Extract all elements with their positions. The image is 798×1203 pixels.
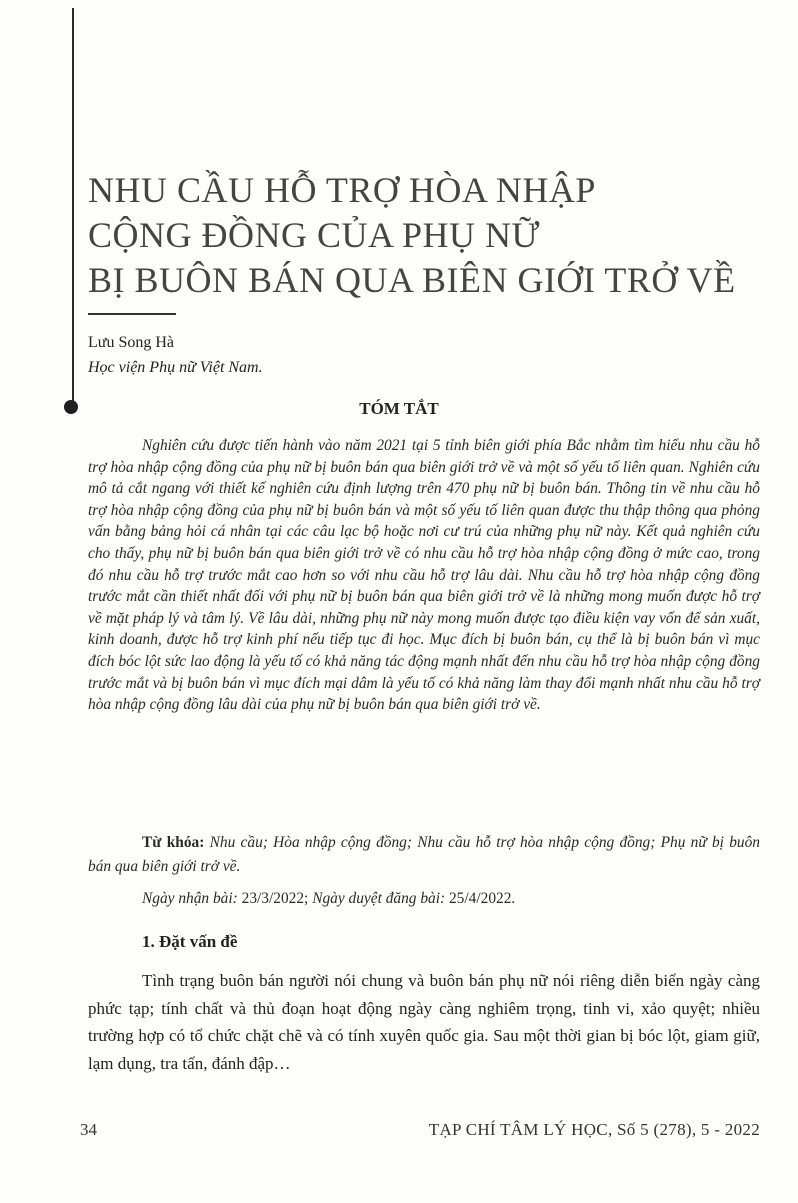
margin-vertical-rule [72, 8, 74, 406]
body-paragraph: Tình trạng buôn bán người nói chung và buôn bán phụ nữ nói riêng diễn biến ngày càng phức tạp; tính chất và thủ đoạn hoạt động ngày càng nghiêm trọng, tinh vi, xảo quyệt; nhiều trường hợp có tổ chức chặt chẽ và có tính xuyên quốc gia. Sau một thời gian bị bóc lột, giam giữ, lạm dụng, tra tấn, đánh đập… [88, 971, 760, 1073]
keywords-block [88, 831, 760, 879]
title-line: CỘNG ĐỒNG CỦA PHỤ NỮ [88, 215, 540, 255]
article-dates [142, 890, 515, 908]
author-affiliation: Học viện Phụ nữ Việt Nam. [88, 359, 263, 376]
keywords-text: Nhu cầu; Hòa nhập cộng đồng; Nhu cầu hỗ trợ hòa nhập cộng đồng; Phụ nữ bị buôn bán qua biên giới trở về. [88, 834, 760, 875]
abstract-text: Nghiên cứu được tiến hành vào năm 2021 tại 5 tỉnh biên giới phía Bắc nhằm tìm hiểu nhu cầu hỗ trợ hòa nhập cộng đồng của phụ nữ bị buôn bán qua biên giới trở về và một số yếu tố liên quan. Nghiên cứu mô tả cắt ngang với thiết kế nghiên cứu định lượng trên 470 phụ nữ bị buôn bán. Thông tin về nhu cầu hỗ trợ hòa nhập cộng đồng của phụ nữ bị buôn bán và một số yếu tố liên quan được thu thập thông qua phỏng vấn bằng bảng hỏi cá nhân tại các câu lạc bộ hoặc nơi cư trú của những phụ nữ này. Kết quả nghiên cứu cho thấy, phụ nữ bị buôn bán qua biên giới trở về có nhu cầu hỗ trợ hòa nhập cộng đồng ở mức cao, trong đó nhu cầu hỗ trợ trước mắt cao hơn so với nhu cầu hỗ trợ lâu dài. Nhu cầu hỗ trợ hòa nhập cộng đồng trước mắt cần thiết nhất đối với phụ nữ bị buôn bán qua biên giới trở về là những mong muốn được hỗ trợ về mặt pháp lý và tâm lý. Về lâu dài, những phụ nữ này mong muốn được tạo điều kiện vay vốn để sản xuất, kinh doanh, được hỗ trợ kinh phí nếu tiếp tục đi học. Mục đích bị buôn bán, cụ thể là bị buôn bán vì mục đích bóc lột sức lao động là yếu tố có khả năng tác động mạnh nhất đến nhu cầu hỗ trợ hòa nhập cộng đồng trước mắt và bị buôn bán vì mục đích mại dâm là yếu tố có khả năng làm thay đổi mạnh nhất nhu cầu hỗ trợ hòa nhập cộng đồng lâu dài của phụ nữ bị buôn bán qua biên giới trở về. [88, 437, 760, 714]
title-line: NHU CẦU HỖ TRỢ HÒA NHẬP [88, 170, 596, 210]
accepted-label: Ngày duyệt đăng bài: [312, 890, 446, 907]
journal-footer: TẠP CHÍ TÂM LÝ HỌC, Số 5 (278), 5 - 2022 [428, 1120, 760, 1139]
title-underline-rule [88, 313, 176, 315]
keywords-label: Từ khóa: [142, 834, 205, 851]
author-name: Lưu Song Hà [88, 334, 174, 351]
page-number: 34 [80, 1120, 97, 1139]
title-line: BỊ BUÔN BÁN QUA BIÊN GIỚI TRỞ VỀ [88, 260, 736, 300]
accepted-date: 25/4/2022. [448, 890, 516, 907]
article-title [88, 168, 778, 303]
abstract-heading: TÓM TẮT [359, 399, 439, 418]
section-heading: 1. Đặt vấn đề [142, 932, 238, 951]
received-label: Ngày nhận bài: [142, 890, 238, 907]
received-date: 23/3/2022; [241, 890, 309, 907]
